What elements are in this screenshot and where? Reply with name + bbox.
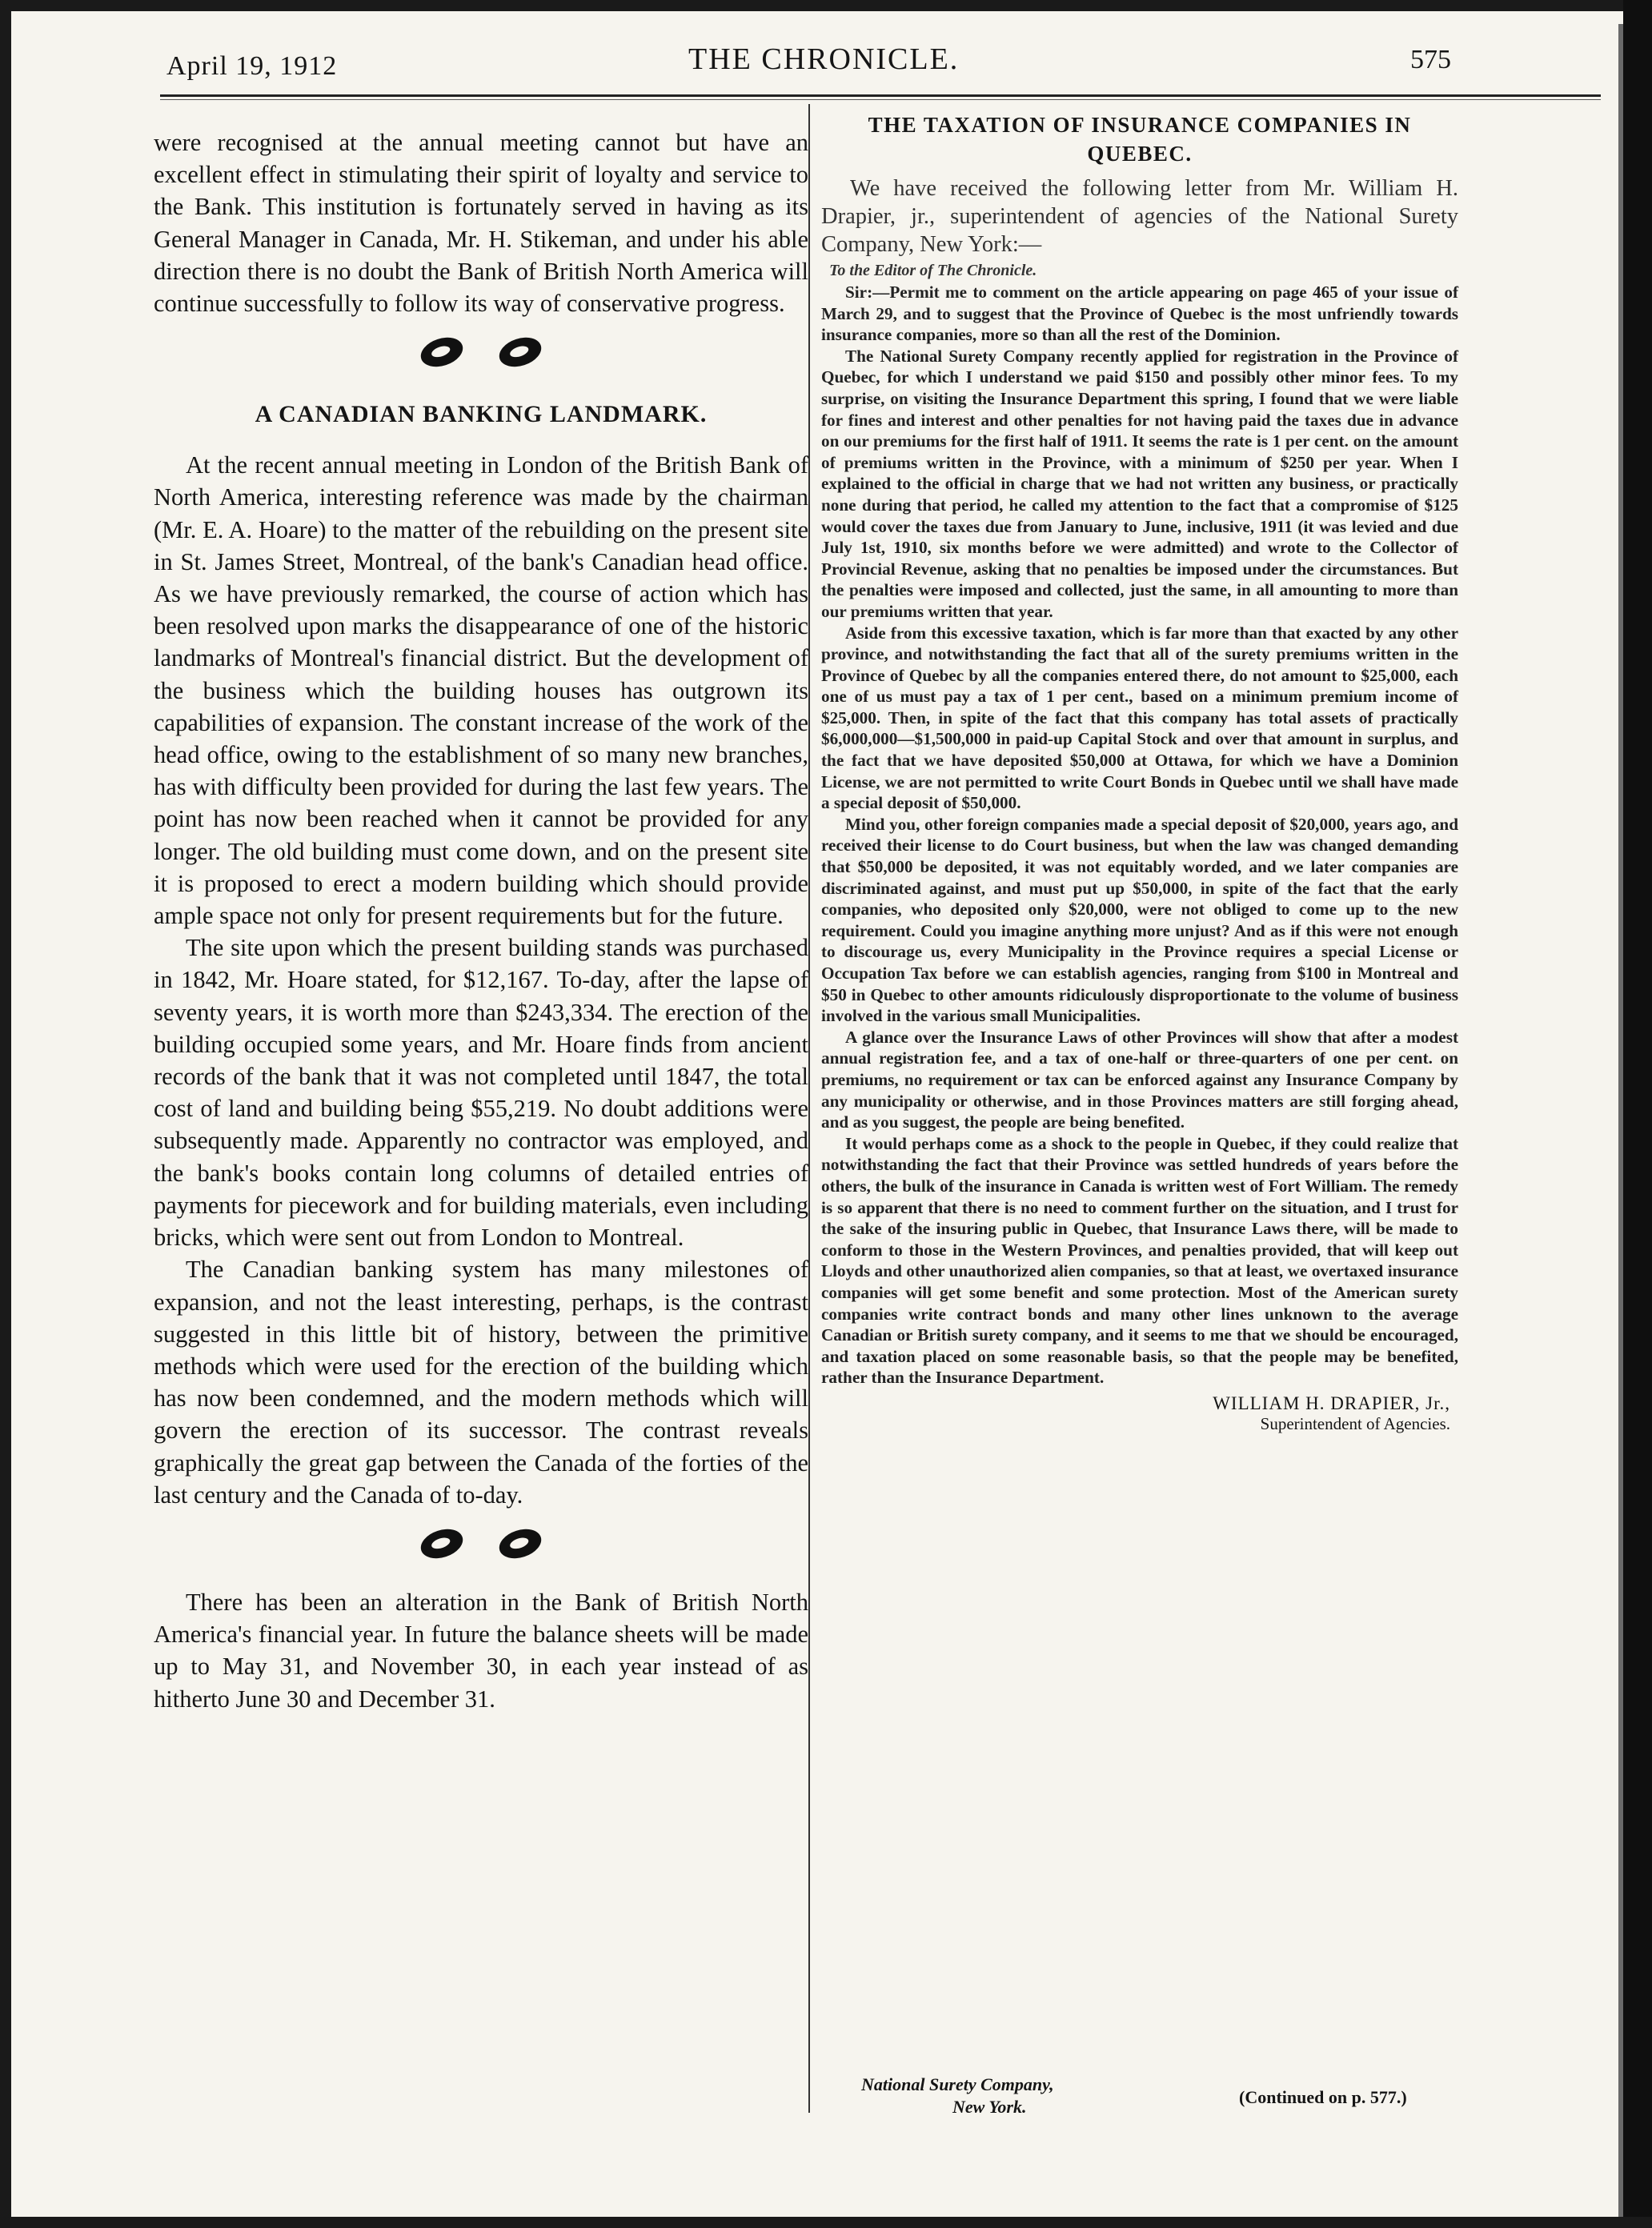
letter-paragraph: Sir:—Permit me to comment on the article appearing on page 465 of your issue of March 29, and to suggest that the Province of Quebec is the most unfriendly towards insurance companies, more so than all the rest of the Dominion. (821, 283, 1458, 345)
letter-paragraph: It would perhaps come as a shock to the people in Quebec, if they could realize that notwithstanding the fact that their Province was settled hundreds of years before the others, the bulk of the insurance in Canada is written west of Fort William. The remedy is so apparent that there is no need to comment further on the situation, and I trust for the sake of the insuring public in Quebec, that Insurance Laws there, will be made to conform to those in the Western Provinces, and penalties provided, that will keep out Lloyds and other unauthorized alien companies, so that at least, we overtaxed insurance companies will get some benefit and some protection. Most of the American surety companies write contract bonds and many other lines unknown to the average Canadian or British surety company, and it seems to me that we should be encouraged, and taxation placed on some reasonable basis, so that the people may be benefited, rather than the Insurance Department. (821, 1133, 1458, 1388)
header-rule-thin (160, 99, 1601, 100)
letter-city: New York. (952, 2097, 1027, 2117)
ornament-icon (417, 333, 467, 372)
article-heading-taxation: THE TAXATION OF INSURANCE COMPANIES IN QUEBEC. (868, 113, 1412, 166)
scan-edge-left (0, 0, 11, 2228)
letter-signature-title: Superintendent of Agencies. (1260, 1413, 1450, 1433)
running-head-title: THE CHRONICLE. (688, 42, 960, 76)
header-rule (160, 94, 1601, 97)
article-paragraph: The Canadian banking system has many milestones of expansion, and not the least interesting, perhaps, is the contrast suggested in this little bit of history, between the primitive methods which were used for the erection of the building which has now been condemned, and the modern methods which will govern the erection of its successor. The contrast reveals graphically the great gap between the Canada of the forties of the last century and the Canada of to-day. (154, 1256, 808, 1509)
letter-company: National Surety Company, (861, 2074, 1054, 2094)
letter-signature: WILLIAM H. DRAPIER, Jr., (1213, 1392, 1450, 1413)
letter-paragraph: Aside from this excessive taxation, which is far more than that exacted by any other province, and notwithstanding the fact that all of the surety premiums written in the Province of Quebec by all the companies entered there, do not amount to $25,000, each one of us must pay a tax of 1 per cent., based on a minimum premium income of $25,000. Then, in spite of the fact that this company has total assets of practically $6,000,000—$1,500,000 in paid-up Capital Stock and over that amount in surplus, and the fact that we have deposited $50,000 at Ottawa, for which we have a Dominion License, we are not permitted to write Court Bonds in Quebec until we shall have made a special deposit of $50,000. (821, 623, 1458, 813)
article-paragraph: The site upon which the present building stands was purchased in 1842, Mr. Hoare stated, for $12,167. To-day, after the lapse of seventy years, it is worth more than $243,334. The erection of the building occupied some years, and Mr. Hoare finds from ancient records of the bank that it was not completed until 1847, the total cost of land and building being $55,219. No doubt additions were subsequently made. Apparently no contractor was employed, and the bank's books contain long columns of detailed entries of payments for piecework and for building materials, even including bricks, which were sent out from London to Montreal. (154, 934, 808, 1252)
scan-edge-right (1623, 0, 1652, 2228)
running-head-date: April 19, 1912 (166, 51, 338, 81)
continued-note: (Continued on p. 577.) (1239, 2087, 1407, 2107)
letter-intro: We have received the following letter from Mr. William H. Drapier, jr., superintendent of agencies of the National Surety Company, New York:— (821, 176, 1458, 257)
ornament-icon (417, 1524, 467, 1563)
scan-edge-right-inner (1618, 24, 1623, 2217)
article-paragraph: There has been an alteration in the Bank of British North America's financial year. In future the balance sheets will be made up to May 31, and November 30, in each year instead of as hitherto June 30 and December 31. (154, 1588, 808, 1713)
left-column (154, 126, 808, 1715)
left-intro-paragraph: were recognised at the annual meeting cannot but have an excellent effect in stimulating their spirit of loyalty and service to the Bank. This institution is fortunately served in having as its General Manager in Canada, Mr. H. Stikeman, and under his able direction there is no doubt the Bank of British North America will continue successfully to follow its way of conservative progress. (154, 129, 808, 318)
letter-paragraph: The National Surety Company recently applied for registration in the Province of Quebec, for which I understand we paid $150 and possibly other minor fees. To my surprise, on visiting the Insurance Department this spring, I found that we were liable for fines and interest and other penalties for not having paid the taxes due in advance on our premiums for the first half of 1911. It seems the rate is 1 per cent. on the amount of premiums written in the Province, with a minimum of $250 per year. When I explained to the official in charge that we had not written any business, or practically none during that period, he called my attention to the fact that a compromise of $125 would cover the taxes due from January to June, inclusive, 1911 (it was levied and due July 1st, 1910, six months before we were admitted) and wrote to the Collector of Provincial Revenue, asking that no penalties be imposed under the circumstances. But the penalties were imposed and collected, just the same, in all amounting to more than our premiums written that year. (821, 346, 1458, 621)
page-number: 575 (1410, 45, 1451, 74)
letter-paragraph: A glance over the Insurance Laws of other Provinces will show that after a modest annual registration fee, and a tax of one-half or three-quarters of one per cent. on premiums, no requirement or tax can be enforced against any Insurance Company by any municipality or otherwise, and in those Provinces matters are still forging ahead, and as you suggest, the people are being benefited. (821, 1027, 1458, 1132)
article-heading-banking-landmark: A CANADIAN BANKING LANDMARK. (255, 401, 708, 428)
scan-edge-bottom (0, 2217, 1652, 2228)
letter-paragraph: Mind you, other foreign companies made a special deposit of $20,000, years ago, and received their license to do Court business, but when the law was changed demanding that $50,000 be deposited, it was not equitably worded, and we later companies are discriminated against, and must put up $50,000, in spite of the fact that the early companies, who deposited only $20,000, were not obliged to come up to the new requirement. Could you imagine anything more unjust? And as if this were not enough to discourage us, every Municipality in the Province requires a special License or Occupation Tax before we can establish agencies, ranging from $100 in Montreal and $50 in Quebec to other amounts ridiculously disproportionate to the volume of business involved in the various small Municipalities. (821, 814, 1458, 1026)
ornament-icon (495, 1524, 545, 1563)
article-paragraph: At the recent annual meeting in London of the British Bank of North America, interesting reference was made by the chairman (Mr. E. A. Hoare) to the matter of the rebuilding on the present site in St. James Street, Montreal, of the bank's Canadian head office. As we have previously remarked, the course of action which has been resolved upon marks the disappearance of one of the historic landmarks of Montreal's financial district. But the development of the business which the building houses has outgrown its capabilities of expansion. The constant increase of the work of the head office, owing to the establishment of so many new branches, has with difficulty been provided for during the last few years. The point has now been reached when it cannot be provided for any longer. The old building must come down, and on the present site it is proposed to erect a modern building which should provide ample space not only for present requirements but for the future. (154, 451, 808, 930)
ornament-divider (154, 1530, 808, 1586)
letter-salutation-line: To the Editor of The Chronicle. (829, 262, 1037, 279)
right-column (821, 110, 1458, 1442)
ornament-divider (154, 339, 808, 395)
column-rule (808, 104, 810, 2113)
scan-edge-top (0, 0, 1652, 11)
ornament-icon (495, 333, 545, 372)
